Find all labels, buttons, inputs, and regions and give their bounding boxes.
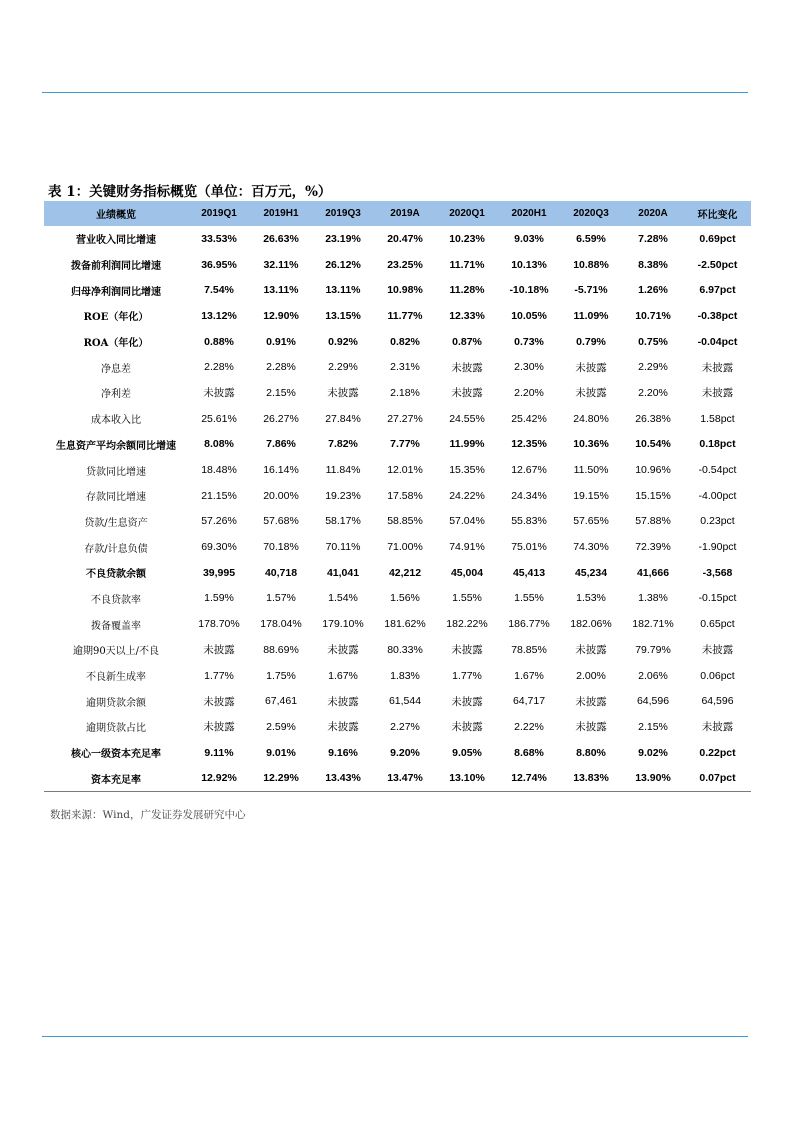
table-row [44, 637, 751, 663]
table-cell: 8.68% [514, 746, 544, 759]
table-cell: 0.18pct [699, 438, 736, 451]
table-cell: 12.74% [498, 765, 560, 791]
table-cell: 21.15% [201, 489, 237, 502]
column-header: 环比变化 [684, 201, 751, 226]
table-body [44, 226, 751, 792]
table-row [44, 714, 751, 740]
row-label: 不良贷款率 [91, 594, 141, 606]
table-cell: 1.55% [452, 592, 482, 605]
table-cell: 8.80% [576, 746, 606, 759]
table-cell: 186.77% [508, 618, 550, 631]
table-cell: 未披露 [327, 387, 359, 400]
row-label: ROA（年化） [83, 338, 149, 350]
table-cell: 16.14% [263, 464, 299, 477]
table-row [44, 740, 751, 766]
table-cell: 11.09% [573, 309, 609, 322]
table-row [44, 663, 751, 689]
table-cell: 39,995 [202, 566, 236, 579]
table-cell: 70.18% [263, 541, 299, 554]
table-cell: 8.08% [204, 438, 234, 451]
table-cell: 未披露 [451, 695, 483, 708]
table-cell: 9.11% [204, 746, 234, 759]
table-row [44, 586, 751, 612]
column-header: 2019H1 [250, 201, 312, 226]
header-rule [42, 92, 748, 93]
table-cell: -0.04pct [697, 335, 738, 348]
table-cell: 11.84% [325, 464, 361, 477]
table-cell: 41,666 [636, 566, 670, 579]
table-cell: 1.26% [638, 284, 668, 297]
table-cell: 未披露 [701, 644, 734, 657]
column-header: 2020Q3 [560, 201, 622, 226]
row-label: 成本收入比 [91, 415, 141, 427]
table-cell: 45,413 [512, 566, 546, 579]
table-cell: 12.01% [387, 464, 423, 477]
table-cell: 未披露 [327, 721, 359, 734]
table-cell: 19.15% [573, 489, 609, 502]
data-source-note: 数据来源：Wind，广发证券发展研究中心 [50, 809, 246, 821]
table-cell: 7.28% [638, 232, 668, 245]
table-cell: 未披露 [451, 721, 483, 734]
table-cell: 10.13% [511, 258, 547, 271]
financial-metrics-table-container [44, 201, 751, 792]
table-cell: 78.85% [511, 643, 547, 656]
table-cell: 未披露 [575, 721, 607, 734]
table-cell: 1.54% [328, 592, 358, 605]
row-label: 存款/计息负债 [84, 543, 148, 555]
row-label: 逾期贷款占比 [86, 723, 146, 735]
table-cell: 1.77% [452, 669, 482, 682]
table-cell: 未披露 [451, 644, 483, 657]
table-cell: 24.80% [573, 412, 609, 425]
table-row [44, 509, 751, 535]
table-cell: 0.22pct [699, 746, 736, 759]
table-cell: 10.96% [635, 464, 671, 477]
table-cell: 24.55% [449, 412, 485, 425]
table-cell: 2.20% [514, 386, 544, 399]
column-header: 2019Q3 [312, 201, 374, 226]
table-cell: 27.84% [325, 412, 361, 425]
row-label: 不良新生成率 [86, 672, 146, 684]
table-cell: 未披露 [451, 387, 483, 400]
table-cell: 36.95% [201, 258, 237, 271]
table-cell: 0.65pct [700, 618, 735, 631]
table-cell: 8.38% [638, 258, 668, 271]
table-cell: 74.91% [449, 541, 485, 554]
table-cell: 70.11% [325, 541, 361, 554]
table-row [44, 765, 751, 791]
table-cell: 9.03% [514, 232, 544, 245]
table-cell: 2.27% [390, 720, 420, 733]
table-cell: 15.35% [449, 464, 485, 477]
footer-rule [42, 1036, 748, 1037]
table-cell: 23.25% [387, 258, 423, 271]
table-row [44, 226, 751, 252]
table-cell: 未披露 [575, 387, 607, 400]
table-cell: 179.10% [322, 618, 364, 631]
table-cell: 2.20% [638, 386, 668, 399]
table-cell: -1.90pct [698, 541, 737, 554]
table-cell: 11.28% [449, 284, 485, 297]
table-cell: 11.77% [387, 309, 423, 322]
table-cell: 0.73% [514, 335, 544, 348]
table-cell: 23.19% [325, 232, 361, 245]
table-cell: 0.87% [452, 335, 482, 348]
table-cell: 10.05% [511, 309, 547, 322]
table-cell: 未披露 [575, 644, 607, 657]
table-cell: -0.54pct [698, 464, 737, 477]
column-header: 2020Q1 [436, 201, 498, 226]
table-cell: 12.33% [449, 309, 485, 322]
table-cell: 178.70% [198, 618, 240, 631]
table-cell: 未披露 [203, 387, 235, 400]
table-cell: 57.65% [573, 515, 609, 528]
table-cell: -0.38pct [697, 309, 738, 322]
table-cell: 19.23% [325, 489, 361, 502]
table-cell: 1.59% [204, 592, 234, 605]
table-cell: 9.20% [390, 746, 420, 759]
table-row [44, 483, 751, 509]
table-cell: 9.05% [452, 746, 482, 759]
table-cell: 未披露 [575, 695, 607, 708]
table-cell: 12.67% [511, 464, 547, 477]
table-cell: 未披露 [701, 721, 734, 734]
table-cell: 2.15% [266, 386, 296, 399]
table-cell: 57.26% [201, 515, 237, 528]
table-cell: 10.54% [635, 438, 671, 451]
table-cell: 71.00% [387, 541, 423, 554]
table-cell: 未披露 [575, 361, 607, 374]
table-cell: 2.00% [576, 669, 606, 682]
table-cell: 11.99% [449, 438, 485, 451]
table-cell: 1.57% [266, 592, 296, 605]
table-cell: 1.55% [514, 592, 544, 605]
table-cell: -4.00pct [698, 489, 737, 502]
table-cell: 1.67% [328, 669, 358, 682]
table-row [44, 432, 751, 458]
table-cell: 未披露 [701, 361, 734, 374]
row-label: 存款同比增速 [86, 492, 146, 504]
table-cell: 58.17% [325, 515, 361, 528]
table-cell: 6.59% [576, 232, 606, 245]
table-cell: 13.90% [622, 765, 684, 791]
table-cell: 1.75% [266, 669, 296, 682]
table-cell: -3,568 [702, 566, 733, 579]
table-cell: 12.92% [188, 765, 250, 791]
table-row [44, 688, 751, 714]
table-cell: 26.38% [635, 412, 671, 425]
table-cell: 58.85% [387, 515, 423, 528]
table-cell: 88.69% [263, 643, 299, 656]
table-cell: -2.50pct [697, 258, 738, 271]
table-cell: 64,717 [512, 695, 546, 708]
table-cell: 1.58pct [700, 412, 735, 425]
table-cell: 13.83% [560, 765, 622, 791]
table-cell: 26.27% [263, 412, 299, 425]
table-cell: 11.71% [449, 258, 485, 271]
table-cell: 13.47% [374, 765, 436, 791]
table-cell: 25.42% [511, 412, 547, 425]
table-cell: 75.01% [511, 541, 547, 554]
table-cell: 2.29% [638, 361, 668, 374]
row-label: 贷款/生息资产 [84, 517, 148, 529]
table-cell: 13.10% [436, 765, 498, 791]
table-row [44, 277, 751, 303]
table-cell: 79.79% [635, 643, 671, 656]
table-cell: 未披露 [451, 361, 483, 374]
table-cell: 1.83% [390, 669, 420, 682]
table-cell: 10.88% [573, 258, 609, 271]
table-cell: 13.43% [312, 765, 374, 791]
table-cell: 64,596 [701, 695, 734, 708]
table-cell: 13.12% [201, 309, 237, 322]
table-row [44, 611, 751, 637]
table-cell: -10.18% [509, 284, 549, 297]
table-cell: 182.71% [632, 618, 674, 631]
table-cell: 10.98% [387, 284, 423, 297]
table-cell: 7.77% [390, 438, 420, 451]
table-cell: 1.77% [204, 669, 234, 682]
table-cell: 13.11% [325, 284, 361, 297]
table-cell: 10.71% [635, 309, 671, 322]
table-cell: 7.86% [266, 438, 296, 451]
table-cell: 57.88% [635, 515, 671, 528]
row-label: 净息差 [101, 363, 131, 375]
column-header-label: 业绩概览 [44, 201, 188, 226]
row-label: 生息资产平均余额同比增速 [56, 440, 176, 452]
table-cell: 9.16% [328, 746, 358, 759]
table-cell: 25.61% [201, 412, 237, 425]
table-cell: 182.22% [446, 618, 488, 631]
table-row [44, 406, 751, 432]
table-cell: 61,544 [388, 695, 422, 708]
table-cell: 0.06pct [700, 669, 735, 682]
table-row [44, 534, 751, 560]
table-cell: 1.56% [390, 592, 420, 605]
column-header: 2019A [374, 201, 436, 226]
table-cell: 40,718 [264, 566, 298, 579]
table-cell: 1.38% [638, 592, 668, 605]
table-cell: 10.23% [449, 232, 485, 245]
table-cell: 182.06% [570, 618, 612, 631]
table-cell: 2.22% [514, 720, 544, 733]
row-label: 贷款同比增速 [86, 466, 146, 478]
table-cell: 未披露 [327, 644, 359, 657]
table-cell: 9.01% [266, 746, 296, 759]
table-cell: 0.69pct [699, 232, 736, 245]
table-cell: 7.54% [204, 284, 234, 297]
table-cell: 12.29% [250, 765, 312, 791]
table-cell: -0.15pct [698, 592, 737, 605]
table-cell: 未披露 [203, 721, 235, 734]
table-cell: 27.27% [387, 412, 423, 425]
row-label: 拨备前利润同比增速 [71, 261, 161, 273]
table-cell: 0.75% [638, 335, 668, 348]
column-header: 2019Q1 [188, 201, 250, 226]
table-cell: 2.30% [514, 361, 544, 374]
table-cell: 55.83% [511, 515, 547, 528]
table-cell: 2.06% [638, 669, 668, 682]
table-cell: 未披露 [701, 387, 734, 400]
row-label: 净利差 [101, 389, 131, 401]
row-label: ROE（年化） [83, 312, 149, 324]
table-cell: 0.82% [390, 335, 420, 348]
table-cell: 2.28% [204, 361, 234, 374]
table-row [44, 457, 751, 483]
row-label: 逾期贷款余额 [86, 697, 146, 709]
column-header: 2020H1 [498, 201, 560, 226]
table-cell: 45,004 [450, 566, 484, 579]
table-cell: 0.23pct [700, 515, 735, 528]
table-cell: 80.33% [387, 643, 423, 656]
table-row [44, 252, 751, 278]
table-cell: 未披露 [203, 695, 235, 708]
row-label: 拨备覆盖率 [91, 620, 141, 632]
table-cell: 2.15% [638, 720, 668, 733]
table-cell: 0.91% [266, 335, 296, 348]
table-cell: 0.92% [328, 335, 358, 348]
table-cell: 178.04% [260, 618, 302, 631]
table-row [44, 560, 751, 586]
table-cell: 32.11% [263, 258, 299, 271]
table-cell: 2.31% [390, 361, 420, 374]
table-cell: 67,461 [264, 695, 298, 708]
table-cell: 69.30% [201, 541, 237, 554]
table-cell: 9.02% [638, 746, 668, 759]
table-cell: 42,212 [388, 566, 422, 579]
table-cell: 41,041 [326, 566, 360, 579]
row-label: 逾期90天以上/不良 [72, 646, 160, 658]
table-cell: 33.53% [201, 232, 237, 245]
table-cell: 72.39% [635, 541, 671, 554]
table-row [44, 354, 751, 380]
table-cell: 26.12% [325, 258, 361, 271]
financial-metrics-table [44, 201, 751, 792]
table-cell: 13.11% [263, 284, 299, 297]
table-cell: 2.29% [328, 361, 358, 374]
row-label: 归母净利润同比增速 [71, 286, 161, 298]
table-cell: 2.18% [390, 386, 420, 399]
table-cell: 未披露 [203, 644, 235, 657]
table-cell: 20.47% [387, 232, 423, 245]
table-cell: 13.15% [325, 309, 361, 322]
table-header-row [44, 201, 751, 226]
table-cell: 15.15% [635, 489, 671, 502]
table-cell: 181.62% [384, 618, 426, 631]
column-header: 2020A [622, 201, 684, 226]
table-cell: 未披露 [327, 695, 359, 708]
table-row [44, 380, 751, 406]
table-cell: 12.35% [511, 438, 547, 451]
table-cell: 0.79% [576, 335, 606, 348]
table-row [44, 303, 751, 329]
table-cell: 0.07pct [684, 765, 751, 791]
row-label: 营业收入同比增速 [76, 235, 156, 247]
row-label: 不良贷款余额 [86, 569, 146, 581]
table-cell: 18.48% [201, 464, 237, 477]
table-cell: 2.59% [266, 720, 296, 733]
table-cell: -5.71% [574, 284, 608, 297]
table-cell: 2.28% [266, 361, 296, 374]
table-cell: 17.58% [387, 489, 423, 502]
table-row [44, 329, 751, 355]
table-cell: 57.68% [263, 515, 299, 528]
row-label: 资本充足率 [44, 765, 188, 791]
table-cell: 74.30% [573, 541, 609, 554]
table-cell: 11.50% [573, 464, 609, 477]
row-label: 核心一级资本充足率 [71, 749, 161, 761]
table-cell: 12.90% [263, 309, 299, 322]
table-cell: 6.97pct [699, 284, 736, 297]
table-cell: 20.00% [263, 489, 299, 502]
table-cell: 24.22% [449, 489, 485, 502]
table-cell: 0.88% [204, 335, 234, 348]
table-cell: 57.04% [449, 515, 485, 528]
table-cell: 1.53% [576, 592, 606, 605]
table-cell: 10.36% [573, 438, 609, 451]
table-cell: 64,596 [636, 695, 670, 708]
table-cell: 7.82% [328, 438, 358, 451]
table-cell: 1.67% [514, 669, 544, 682]
table-cell: 24.34% [511, 489, 547, 502]
table-cell: 26.63% [263, 232, 299, 245]
table-cell: 45,234 [574, 566, 608, 579]
table-caption: 表 1：关键财务指标概览（单位：百万元，%） [48, 184, 332, 200]
